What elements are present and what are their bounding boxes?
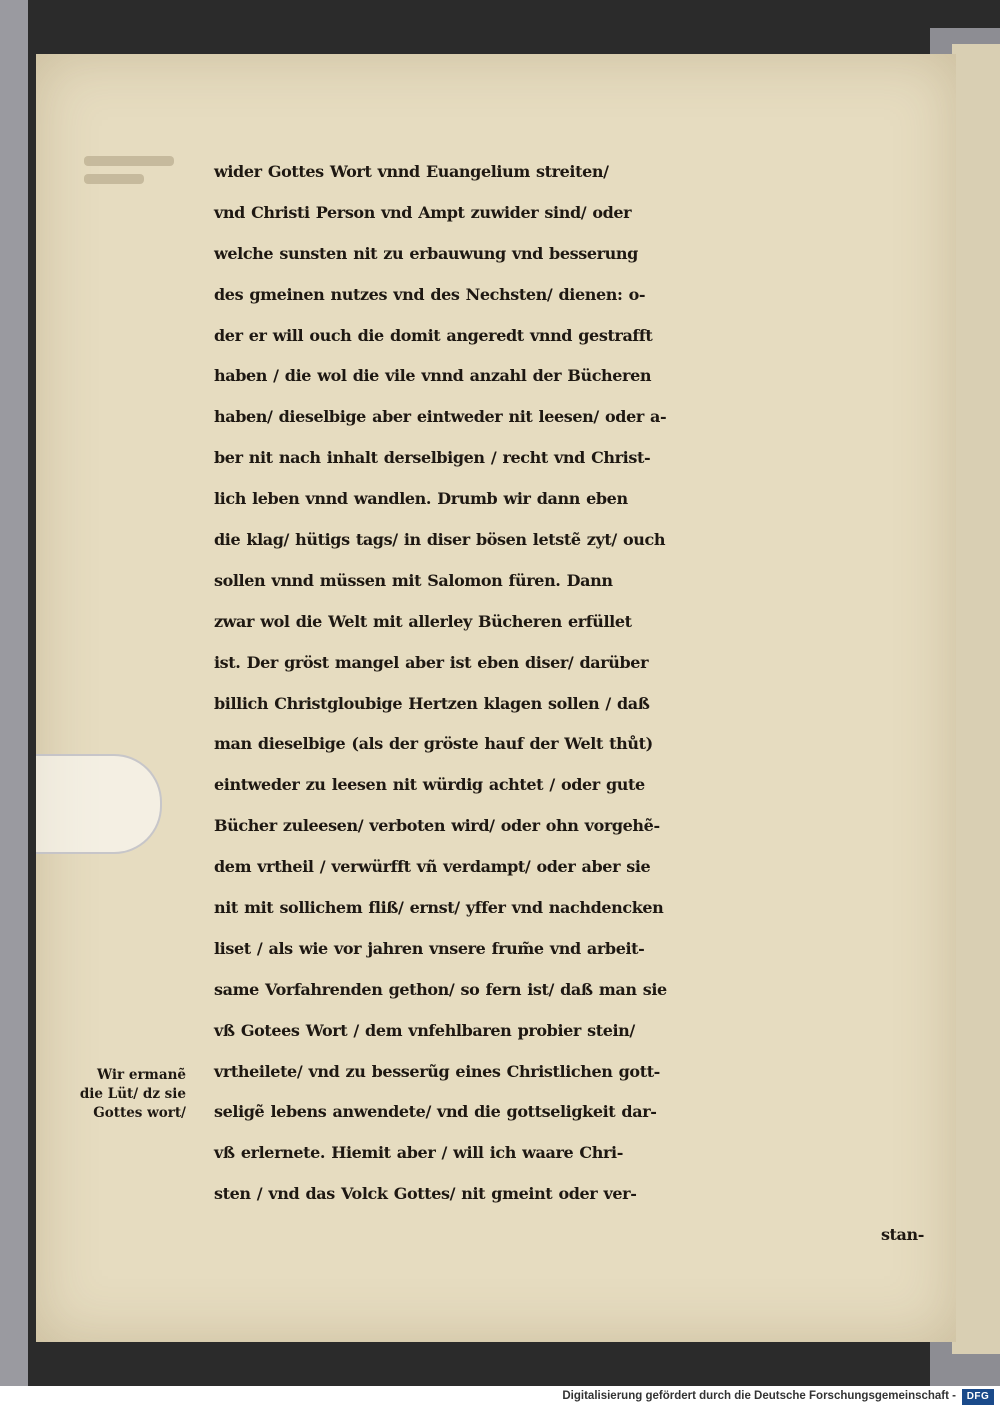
text-line: lich leben vnnd wandlen. Drumb wir dann eben — [214, 489, 628, 509]
funding-credit: Digitalisierung gefördert durch die Deutsche Forschungsgemeinschaft - — [562, 1390, 956, 1402]
margin-note-line: Gottes wort/ — [93, 1105, 186, 1121]
text-line: billich Christgloubige Hertzen klagen sollen / daß — [214, 693, 650, 713]
dfg-logo: DFG — [962, 1389, 994, 1405]
page-clip — [36, 754, 162, 854]
text-line: der er will ouch die domit angeredt vnnd gestrafft — [214, 325, 653, 345]
text-line: sollen vnnd müssen mit Salomon füren. Dann — [214, 570, 613, 590]
faded-marginalia — [84, 148, 204, 198]
text-line: sten / vnd das Volck Gottes/ nit gmeint oder ver- — [214, 1184, 637, 1204]
text-line: ist. Der gröst mangel aber ist eben diser/ darüber — [214, 652, 649, 672]
text-line: same Vorfahrenden gethon/ so fern ist/ daß man sie — [214, 979, 667, 999]
text-line: ber nit nach inhalt derselbigen / recht vnd Christ- — [214, 448, 651, 468]
text-line: vnd Christi Person vnd Ampt zuwider sind/ oder — [214, 202, 632, 222]
footer-bar — [0, 1386, 1000, 1410]
text-line: Bücher zuleesen/ verboten wird/ oder ohn vorgehẽ- — [214, 816, 660, 836]
margin-note — [56, 1066, 186, 1123]
catchword: stan- — [880, 1225, 924, 1245]
text-line: vß Gotees Wort / dem vnfehlbaren probier stein/ — [214, 1020, 635, 1040]
text-line: die klag/ hütigs tags/ in diser bösen letstẽ zyt/ ouch — [214, 530, 666, 550]
text-line: seligẽ lebens anwendete/ vnd die gottseligkeit dar- — [214, 1102, 657, 1122]
text-line: eintweder zu leesen nit würdig achtet / oder gute — [214, 775, 645, 795]
text-line: zwar wol die Welt mit allerley Bücheren erfüllet — [214, 611, 632, 631]
main-text-block — [214, 152, 930, 1256]
text-line: liset / als wie vor jahren vnsere frum̃e vnd arbeit- — [214, 938, 645, 958]
text-line: vrtheilete/ vnd zu besserũg eines Christlichen gott- — [214, 1061, 660, 1081]
scanner-edge — [0, 0, 28, 1386]
next-page-edge — [952, 44, 1000, 1354]
text-line: dem vrtheil / verwürfft vñ verdampt/ oder aber sie — [214, 857, 651, 877]
text-line: des gmeinen nutzes vnd des Nechsten/ dienen: o- — [214, 284, 646, 304]
text-line: welche sunsten nit zu erbauwung vnd besserung — [214, 243, 638, 263]
text-line: nit mit sollichem fliß/ ernst/ yffer vnd nachdencken — [214, 898, 664, 918]
margin-note-line: Wir ermanẽ — [96, 1067, 186, 1083]
text-line: haben/ dieselbige aber eintweder nit leesen/ oder a- — [214, 407, 667, 427]
book-page — [36, 54, 956, 1342]
text-line: wider Gottes Wort vnnd Euangelium streiten/ — [214, 162, 609, 181]
text-line: haben / die wol die vile vnnd anzahl der Bücheren — [214, 366, 652, 386]
text-line: man dieselbige (als der gröste hauf der Welt thůt) — [214, 734, 653, 754]
text-line: vß erlernete. Hiemit aber / will ich waare Chri- — [214, 1143, 623, 1163]
margin-note-line: die Lüt/ dz sie — [79, 1086, 186, 1102]
